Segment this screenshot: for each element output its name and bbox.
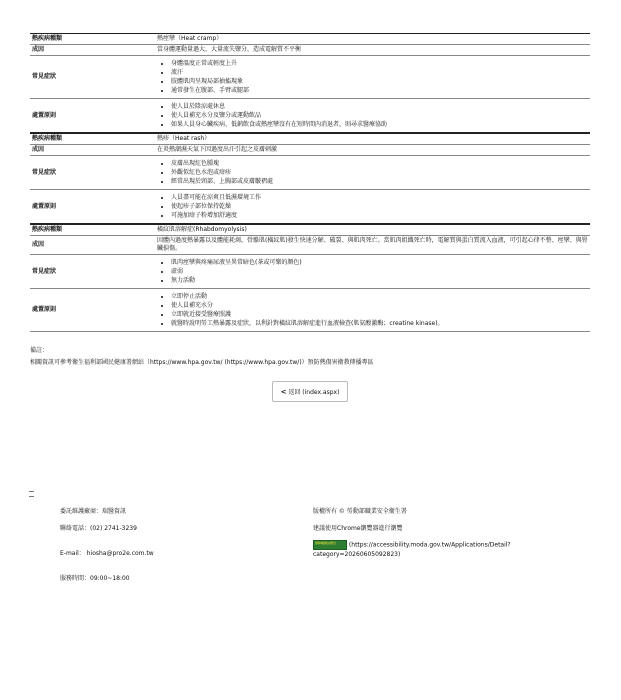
footer-browser-note: 建議使用Chrome瀏覽器進行瀏覽 — [313, 525, 403, 532]
cause-value: 在炎熱潮濕天氣下因過度出汗引起之皮膚刺激 — [155, 145, 590, 156]
type-label: 熱疾病種類 — [30, 224, 155, 236]
symptoms-label: 常見症狀 — [30, 255, 155, 289]
treatment-row — [30, 190, 590, 225]
hamburger-icon[interactable] — [29, 491, 34, 497]
list-item: • 流汗 — [171, 68, 588, 77]
list-item: • 如果人員身心臟疾病、低鈉飲食或熱痙攣沒有在短時間內消退者，則尋求醫療協助 — [171, 120, 588, 129]
cause-row — [30, 45, 590, 56]
list-item: • 經常出現於頸部、上胸部或皮膚皺褶處 — [171, 177, 588, 186]
footer-email[interactable]: E-mail： hiosha@pro2e.com.tw — [60, 550, 154, 557]
footer-phone: 聯絡電話：(02) 2741-3239 — [60, 525, 137, 532]
main-content — [30, 33, 590, 402]
symptoms-list — [157, 159, 588, 186]
symptoms-row — [30, 56, 590, 99]
list-item: • 通常發生在腹部、手臂或腿部 — [171, 86, 588, 95]
list-item: • 使人員於陰涼處休息 — [171, 102, 588, 111]
symptoms-list — [157, 258, 588, 285]
section-header-row — [30, 224, 590, 236]
list-item: • 人員盡可能在涼爽且低濕環境工作 — [171, 193, 588, 202]
cause-row — [30, 236, 590, 255]
treatment-label: 處置原則 — [30, 289, 155, 332]
cause-label: 成因 — [30, 45, 155, 56]
symptoms-list — [157, 59, 588, 95]
list-item: • 使人員補充水分 — [171, 301, 588, 310]
footer-organizer: 委託維護廠商：瑞醫資訊 — [60, 508, 127, 515]
note-text[interactable]: 相關資訊可參考衛生福利部國民健康署網站（https://www.hpa.gov.tw/ (https://www.hpa.gov.tw/)）預防熱傷害衛教傳播專區 — [30, 359, 374, 366]
cause-value: 當身體運動量過大、大量流失鹽分，造成電解質不平衡 — [155, 45, 590, 56]
note-section — [30, 345, 590, 369]
type-value: 熱疹（Heat rash） — [155, 133, 590, 145]
footer-contact — [60, 507, 154, 583]
chevron-left-icon: < — [280, 388, 287, 396]
treatment-label: 處置原則 — [30, 99, 155, 134]
type-label: 熱疾病種類 — [30, 34, 155, 45]
footer-hours: 服務時間：09:00~18:00 — [60, 575, 130, 582]
section-header-row — [30, 34, 590, 45]
list-item: • 立即停止活動 — [171, 292, 588, 301]
cause-label: 成因 — [30, 145, 155, 156]
list-item: • 肢體肌肉呈現局部抽搐現象 — [171, 77, 588, 86]
symptoms-row — [30, 156, 590, 190]
list-item: • 無力活動 — [171, 276, 418, 285]
symptoms-label: 常見症狀 — [30, 56, 155, 99]
treatment-list — [157, 193, 588, 220]
list-item: • 就醫時說明勞工熱暴露及症狀，以利針對橫紋肌溶解症進行血液檢查(肌氨酸激酶；creatine kinase)。 — [171, 319, 588, 328]
accessibility-link[interactable] — [313, 540, 593, 559]
list-item: • 外觀似紅色水泡或痱疹 — [171, 168, 588, 177]
list-item: • 使起疹子部位保持乾燥 — [171, 202, 588, 211]
accessibility-link-text[interactable]: (https://accessibility.moda.gov.tw/Applications/Detail?category=20260605092823) — [313, 541, 511, 558]
back-button-wrap — [30, 379, 590, 402]
back-button-label: 返回 (index.aspx) — [288, 389, 340, 396]
heat-illness-table — [30, 33, 590, 332]
list-item: • 肌肉痙攣與疼痛尿液呈異常暗色(茶或可樂的顏色) — [171, 258, 418, 267]
type-value: 橫紋肌溶解症(Rhabdomyolysis) — [155, 224, 590, 236]
cause-value: 因體內過度熱暴露以及體能耗竭，骨骼肌(橫紋肌)發生快速分解、破裂、與肌肉死亡。當肌肉組織死亡時，電解質與蛋白質流入血液，可引起心律不整、痙攣、與腎臟損傷。 — [155, 236, 590, 255]
type-label: 熱疾病種類 — [30, 133, 155, 145]
list-item: • 皮膚出現紅色腫塊 — [171, 159, 588, 168]
treatment-label: 處置原則 — [30, 190, 155, 225]
note-label: 備註： — [30, 347, 49, 354]
list-item: • 身體溫度正常或輕度上升 — [171, 59, 588, 68]
cause-label: 成因 — [30, 236, 155, 255]
footer-info — [313, 507, 593, 559]
list-item: • 虛弱 — [171, 267, 418, 276]
symptoms-row — [30, 255, 590, 289]
treatment-list — [157, 292, 588, 328]
treatment-row — [30, 289, 590, 332]
cause-row — [30, 145, 590, 156]
treatment-row — [30, 99, 590, 134]
section-header-row — [30, 133, 590, 145]
footer-copyright: 版權所有 © 勞動部職業安全衛生署 — [313, 508, 407, 515]
type-value: 熱痙攣（Heat cramp） — [155, 34, 590, 45]
list-item: • 立即就近接受醫療照護 — [171, 310, 588, 319]
accessibility-badge-icon[interactable]: 無障礙網站標章 — [313, 540, 347, 550]
back-button[interactable] — [272, 381, 349, 402]
treatment-list — [157, 102, 588, 129]
list-item: • 可施加痱子粉增加舒適度 — [171, 211, 588, 220]
list-item: • 使人員補充水分及鹽分或運動飲品 — [171, 111, 588, 120]
symptoms-label: 常見症狀 — [30, 156, 155, 190]
